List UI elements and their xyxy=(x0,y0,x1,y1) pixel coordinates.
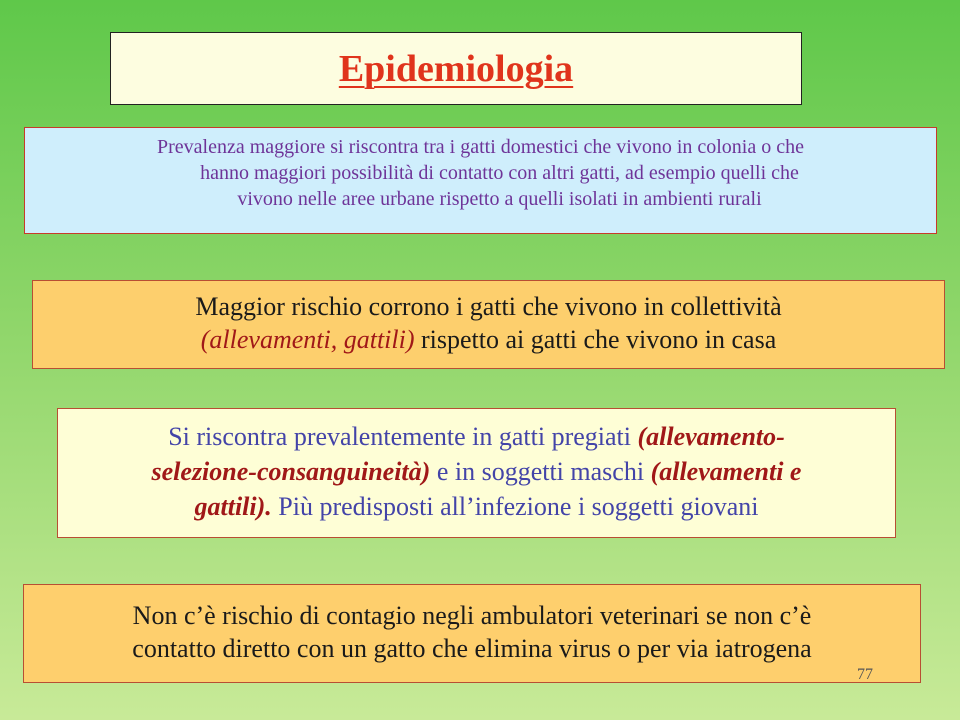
predisposition-line-3 xyxy=(72,489,881,524)
prevalence-line-3: vivono nelle aree urbane rispetto a quelli isolati in ambienti rurali xyxy=(237,188,762,210)
predisposition-text-2: e in soggetti maschi xyxy=(430,457,651,486)
risk-line-2-text: rispetto ai gatti che vivono in casa xyxy=(414,325,777,354)
predisposition-text-1: Si riscontra prevalentemente in gatti pregiati xyxy=(168,422,638,451)
prevalence-box xyxy=(24,127,937,234)
predisposition-line-2 xyxy=(72,454,881,489)
risk-box xyxy=(32,280,945,369)
contagion-box xyxy=(23,584,921,683)
predisposition-box xyxy=(57,408,896,538)
page-title: Epidemiologia xyxy=(338,47,574,90)
predisposition-italic-1b: selezione-consanguineità) xyxy=(151,457,431,486)
prevalence-line-2: hanno maggiori possibilità di contatto con altri gatti, ad esempio quelli che xyxy=(200,162,799,184)
predisposition-italic-2b: gattili). xyxy=(194,492,272,521)
page-number: 77 xyxy=(857,666,873,683)
risk-italic-text: (allevamenti, gattili) xyxy=(200,325,415,354)
title-box xyxy=(110,32,802,105)
contagion-line-1: Non c’è rischio di contagio negli ambulatori veterinari se non c’è xyxy=(132,601,812,630)
predisposition-text-3: Più predisposti all’infezione i soggetti giovani xyxy=(271,492,759,521)
risk-line-1: Maggior rischio corrono i gatti che vivono in collettività xyxy=(195,292,782,321)
predisposition-line-1 xyxy=(72,419,881,454)
contagion-line-2: contatto diretto con un gatto che elimina virus o per via iatrogena xyxy=(132,634,812,663)
risk-line-2 xyxy=(43,323,934,356)
predisposition-italic-2a: (allevamenti e xyxy=(650,457,802,486)
prevalence-line-1: Prevalenza maggiore si riscontra tra i gatti domestici che vivono in colonia o che xyxy=(156,136,804,158)
predisposition-italic-1a: (allevamento- xyxy=(637,422,785,451)
